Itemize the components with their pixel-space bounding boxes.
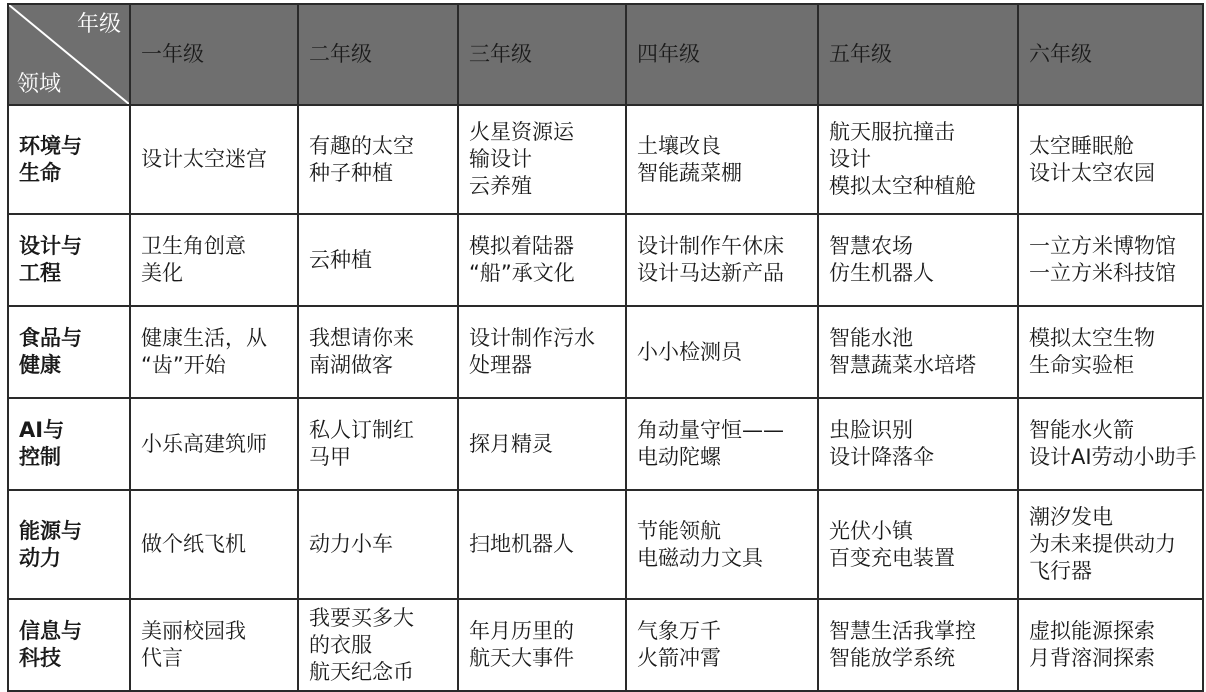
table-row <box>8 214 1203 306</box>
activity-cell <box>626 599 818 691</box>
activity-cell <box>130 490 298 599</box>
corner-label-grade: 年级 <box>76 12 121 37</box>
activity-line: 模拟太空种植舱 <box>829 174 976 198</box>
activity-line: 小乐高建筑师 <box>141 431 267 456</box>
activity-line: 设计制作污水 <box>469 326 595 350</box>
activity-line: 月背溶洞探索 <box>1029 646 1155 670</box>
activity-cell <box>298 490 458 599</box>
activity-line: 航天大事件 <box>469 646 574 670</box>
activity-cell <box>298 214 458 306</box>
activity-line: 太空睡眠舱 <box>1029 133 1134 158</box>
activity-line: 我要买多大 <box>309 605 414 630</box>
activity-line: 探月精灵 <box>469 431 553 456</box>
table-body <box>8 105 1203 691</box>
activity-line: 智慧蔬菜水培塔 <box>829 353 976 377</box>
activity-cell <box>1018 398 1203 490</box>
table-row <box>8 398 1203 490</box>
activity-line: 我想请你来 <box>309 326 414 350</box>
activity-cell <box>818 306 1018 398</box>
activity-line: “齿”开始 <box>141 353 226 377</box>
domain-header-cell <box>8 398 130 490</box>
activity-line: 年月历里的 <box>469 619 574 643</box>
activity-line: 一立方米科技馆 <box>1029 261 1176 285</box>
activity-line: 的衣服 <box>309 632 372 657</box>
activity-cell <box>130 398 298 490</box>
domain-label-line: 食品与 <box>19 326 82 350</box>
activity-line: 节能领航 <box>637 518 721 543</box>
activity-line: 航天服抗撞击 <box>829 120 955 144</box>
activity-cell <box>818 105 1018 214</box>
activity-line: 土壤改良 <box>637 133 721 158</box>
activity-line: 智能水池 <box>829 326 913 350</box>
domain-header-cell <box>8 105 130 214</box>
activity-line: 动力小车 <box>309 532 393 556</box>
activity-cell <box>626 214 818 306</box>
activity-line: 光伏小镇 <box>829 518 913 543</box>
domain-label-line: 能源与 <box>19 518 82 543</box>
activity-line: 做个纸飞机 <box>141 532 246 556</box>
activity-line: 设计太空迷宫 <box>141 147 267 171</box>
domain-header-cell <box>8 306 130 398</box>
activity-cell <box>458 105 626 214</box>
activity-line: 设计 <box>829 147 871 171</box>
domain-label-line: 健康 <box>19 353 61 377</box>
domain-label-line: 信息与 <box>19 619 82 643</box>
corner-header-cell <box>8 4 130 105</box>
domain-label-line: 科技 <box>19 646 61 670</box>
activity-line: 美丽校园我 <box>141 619 246 643</box>
domain-label-line: 设计与 <box>19 234 82 258</box>
activity-line: 有趣的太空 <box>309 133 414 158</box>
activity-line: 处理器 <box>469 353 532 377</box>
activity-line: 电磁动力文具 <box>637 545 763 570</box>
activity-line: 设计太空农园 <box>1029 160 1155 185</box>
activity-cell <box>458 398 626 490</box>
activity-line: 私人订制红 <box>309 418 414 442</box>
activity-line: 小小检测员 <box>637 339 742 364</box>
activity-line: 气象万千 <box>637 619 721 643</box>
activity-line: 虚拟能源探索 <box>1029 619 1155 643</box>
activity-line: 南湖做客 <box>309 353 393 377</box>
activity-line: 智能蔬菜棚 <box>637 160 742 185</box>
activity-line: 虫脸识别 <box>829 418 913 442</box>
grade-header: 五年级 <box>818 4 1018 105</box>
activity-cell <box>1018 490 1203 599</box>
domain-header-cell <box>8 599 130 691</box>
table-row <box>8 105 1203 214</box>
activity-line: “船”承文化 <box>469 261 575 285</box>
activity-cell <box>626 105 818 214</box>
activity-line: 智能放学系统 <box>829 646 955 670</box>
header-row <box>8 4 1203 105</box>
grade-header: 二年级 <box>298 4 458 105</box>
activity-line: 云种植 <box>309 247 372 272</box>
activity-cell <box>458 599 626 691</box>
domain-label-line: 工程 <box>19 261 61 285</box>
activity-cell <box>298 398 458 490</box>
table-row <box>8 306 1203 398</box>
domain-label-line: 动力 <box>19 545 61 570</box>
activity-cell <box>1018 306 1203 398</box>
activity-line: 扫地机器人 <box>469 532 574 556</box>
table-row <box>8 490 1203 599</box>
activity-cell <box>458 490 626 599</box>
activity-line: 设计降落伞 <box>829 445 934 469</box>
activity-cell <box>818 398 1018 490</box>
activity-cell <box>298 599 458 691</box>
activity-line: 仿生机器人 <box>829 261 934 285</box>
activity-line: 模拟太空生物 <box>1029 326 1155 350</box>
domain-header-cell <box>8 214 130 306</box>
activity-cell <box>458 214 626 306</box>
activity-line: 马甲 <box>309 445 351 469</box>
activity-cell <box>130 105 298 214</box>
domain-label-line: 控制 <box>19 445 61 469</box>
activity-line: 潮汐发电 <box>1029 505 1113 529</box>
activity-line: 百变充电装置 <box>829 545 955 570</box>
curriculum-table <box>7 3 1204 692</box>
activity-cell <box>130 599 298 691</box>
activity-line: 智能水火箭 <box>1029 418 1134 442</box>
domain-header-cell <box>8 490 130 599</box>
activity-line: 输设计 <box>469 147 532 171</box>
activity-cell <box>626 490 818 599</box>
activity-cell <box>298 306 458 398</box>
domain-label-line: 环境与 <box>19 133 82 158</box>
activity-line: 卫生角创意 <box>141 234 246 258</box>
activity-line: 代言 <box>141 646 183 670</box>
grade-header: 四年级 <box>626 4 818 105</box>
activity-cell <box>298 105 458 214</box>
activity-line: 智慧生活我掌控 <box>829 619 976 643</box>
activity-cell <box>130 306 298 398</box>
activity-line: 生命实验柜 <box>1029 353 1134 377</box>
activity-line: 云养殖 <box>469 174 532 198</box>
activity-line: 火箭冲霄 <box>637 646 721 670</box>
activity-line: 模拟着陆器 <box>469 234 574 258</box>
activity-cell <box>458 306 626 398</box>
activity-line: 健康生活，从 <box>141 326 267 350</box>
activity-line: 设计马达新产品 <box>637 261 784 285</box>
activity-cell <box>626 306 818 398</box>
activity-cell <box>1018 599 1203 691</box>
activity-cell <box>130 214 298 306</box>
grade-header: 三年级 <box>458 4 626 105</box>
activity-line: 种子种植 <box>309 160 393 185</box>
activity-line: 设计AI劳动小助手 <box>1029 445 1197 469</box>
activity-line: 飞行器 <box>1029 559 1092 583</box>
activity-cell <box>1018 214 1203 306</box>
activity-cell <box>818 599 1018 691</box>
activity-line: 一立方米博物馆 <box>1029 234 1176 258</box>
activity-line: 航天纪念币 <box>309 659 414 684</box>
activity-line: 智慧农场 <box>829 234 913 258</box>
activity-cell <box>818 490 1018 599</box>
grade-header: 一年级 <box>130 4 298 105</box>
corner-label-domain: 领域 <box>17 72 62 97</box>
activity-cell <box>818 214 1018 306</box>
grade-header: 六年级 <box>1018 4 1203 105</box>
activity-cell <box>1018 105 1203 214</box>
activity-line: 设计制作午休床 <box>637 234 784 258</box>
domain-label-line: AI与 <box>19 418 65 442</box>
activity-line: 角动量守恒—— <box>637 418 784 442</box>
activity-cell <box>626 398 818 490</box>
activity-line: 美化 <box>141 261 183 285</box>
activity-line: 火星资源运 <box>469 120 574 144</box>
activity-line: 为未来提供动力 <box>1029 532 1176 556</box>
domain-label-line: 生命 <box>19 160 61 185</box>
activity-line: 电动陀螺 <box>637 445 721 469</box>
table-row <box>8 599 1203 691</box>
